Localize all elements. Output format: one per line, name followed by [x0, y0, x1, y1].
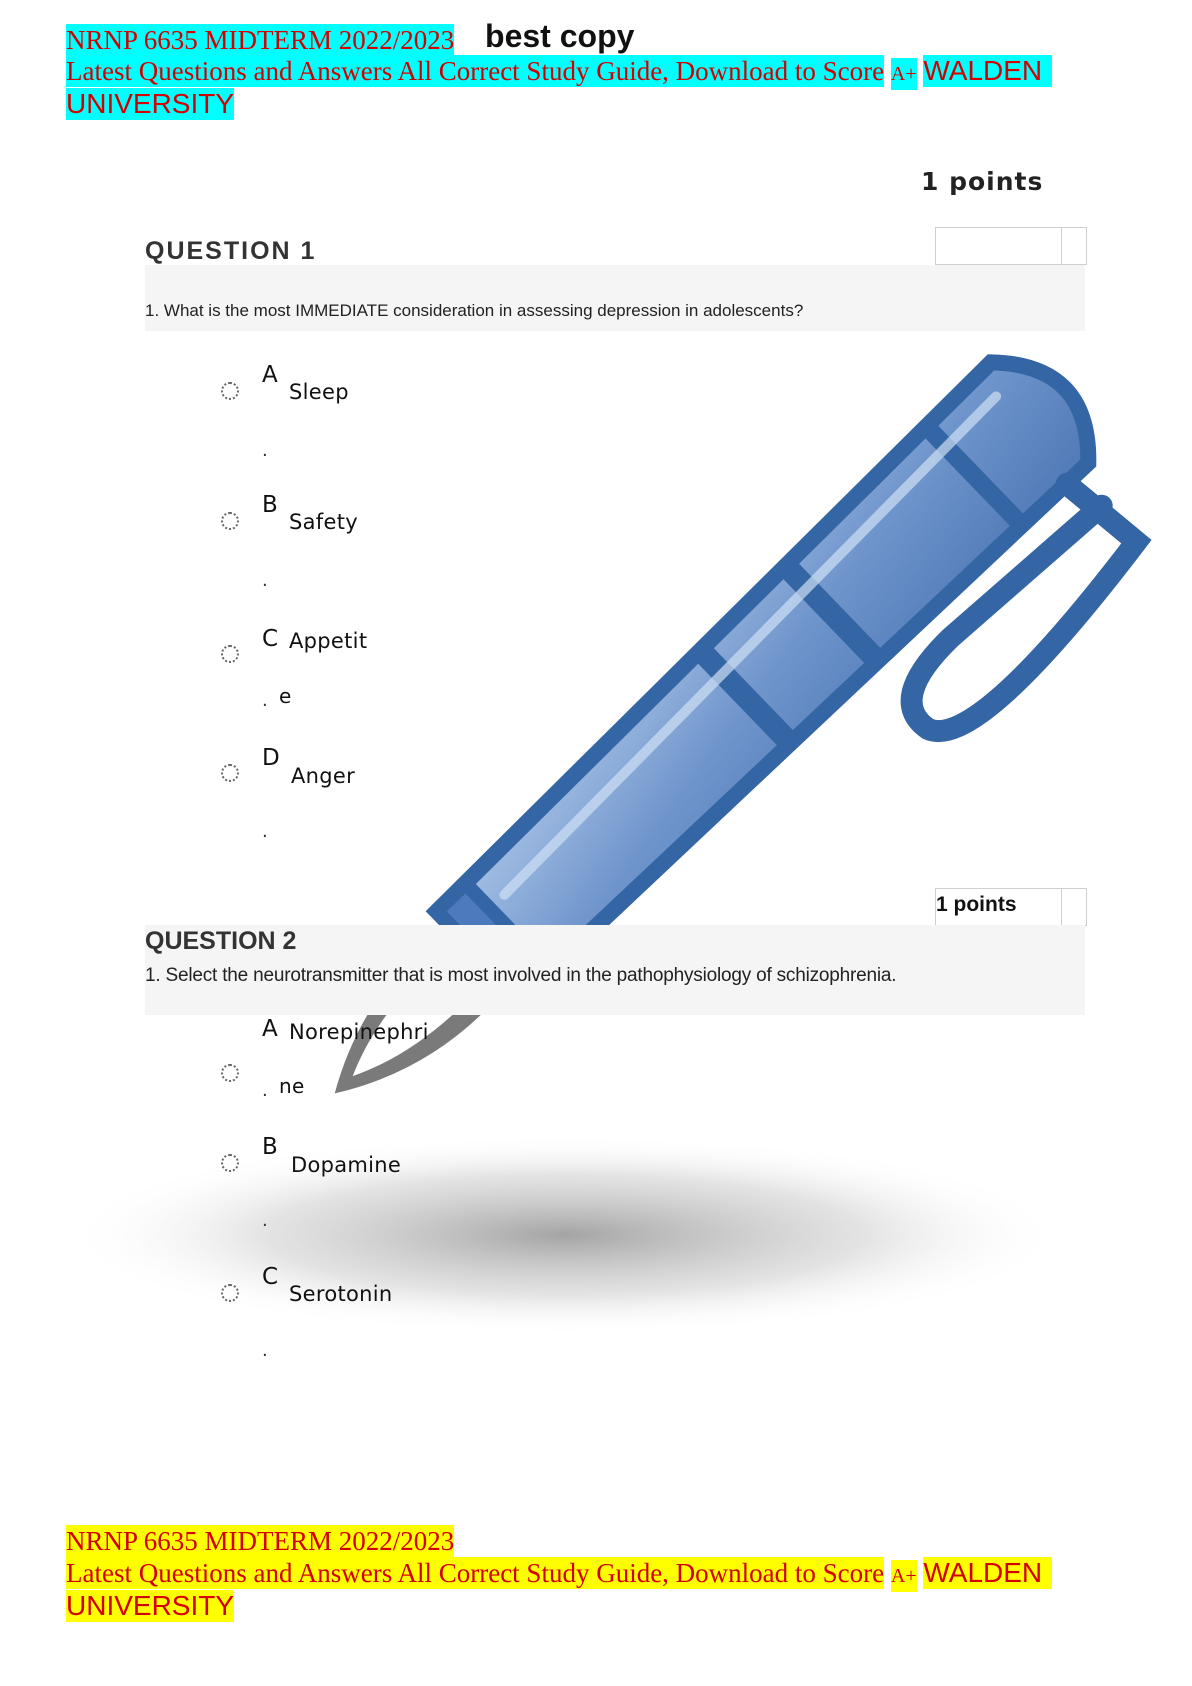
q1-question-bar [145, 265, 1085, 331]
subtitle: Latest Questions and Answers All Correct Study Guide, Download to Score [66, 1558, 885, 1588]
grade: A+ [891, 1560, 917, 1592]
option-dot: . [262, 1210, 268, 1231]
bottom-header-line2 [66, 1557, 1052, 1592]
option-letter: D [262, 745, 280, 771]
q2-label: QUESTION 2 [145, 927, 297, 955]
radio-icon[interactable] [221, 764, 239, 782]
grade: A+ [891, 58, 917, 90]
option-dot: . [262, 570, 268, 591]
option-dot: . [262, 440, 268, 461]
q1-points: 1 points [921, 167, 1044, 196]
option-dot: . [262, 1080, 268, 1101]
university-part1: WALDEN [923, 55, 1052, 87]
option-text: Safety [289, 510, 358, 534]
subtitle: Latest Questions and Answers All Correct Study Guide, Download to Score [66, 56, 885, 86]
option-letter: B [262, 1134, 278, 1160]
course-title: NRNP 6635 MIDTERM 2022/2023 [66, 25, 455, 55]
option-text: Sleep [289, 380, 349, 404]
university-part1: WALDEN [923, 1557, 1052, 1589]
university-part2: UNIVERSITY [66, 88, 235, 119]
option-dot: . [262, 821, 268, 842]
option-dot: . [262, 690, 268, 711]
option-text: Appetit [289, 629, 368, 653]
university-part2: UNIVERSITY [66, 1590, 235, 1621]
q2-text: 1. Select the neurotransmitter that is most involved in the pathophysiology of schizophrenia. [145, 965, 897, 986]
option-text: Serotonin [289, 1282, 393, 1306]
option-text-continued: e [279, 684, 292, 708]
q2-score-box [935, 888, 1087, 926]
bottom-header-line3 [66, 1590, 234, 1623]
q1-label: QUESTION 1 [145, 237, 317, 265]
option-text: Anger [291, 764, 356, 788]
radio-icon[interactable] [221, 382, 239, 400]
bottom-header-line1 [66, 1525, 454, 1557]
radio-icon[interactable] [221, 512, 239, 530]
option-dot: . [262, 1340, 268, 1361]
option-letter: B [262, 492, 278, 518]
radio-icon[interactable] [221, 1154, 239, 1172]
course-title: NRNP 6635 MIDTERM 2022/2023 [66, 1526, 455, 1556]
option-text: Norepinephri [289, 1020, 429, 1044]
radio-icon[interactable] [221, 1284, 239, 1302]
radio-icon[interactable] [221, 645, 239, 663]
best-copy-tag: best copy [485, 18, 635, 54]
option-letter: A [262, 1016, 278, 1042]
q1-score-box [935, 227, 1087, 265]
radio-icon[interactable] [221, 1064, 239, 1082]
option-letter: A [262, 362, 278, 388]
q2-question-bar [145, 925, 1085, 1015]
option-letter: C [262, 1264, 279, 1290]
q1-text: 1. What is the most IMMEDIATE consideration in assessing depression in adolescents? [145, 301, 804, 320]
option-text-continued: ne [279, 1074, 305, 1098]
option-letter: C [262, 626, 279, 652]
q2-points: 1 points [936, 893, 1017, 916]
option-text: Dopamine [291, 1153, 402, 1177]
